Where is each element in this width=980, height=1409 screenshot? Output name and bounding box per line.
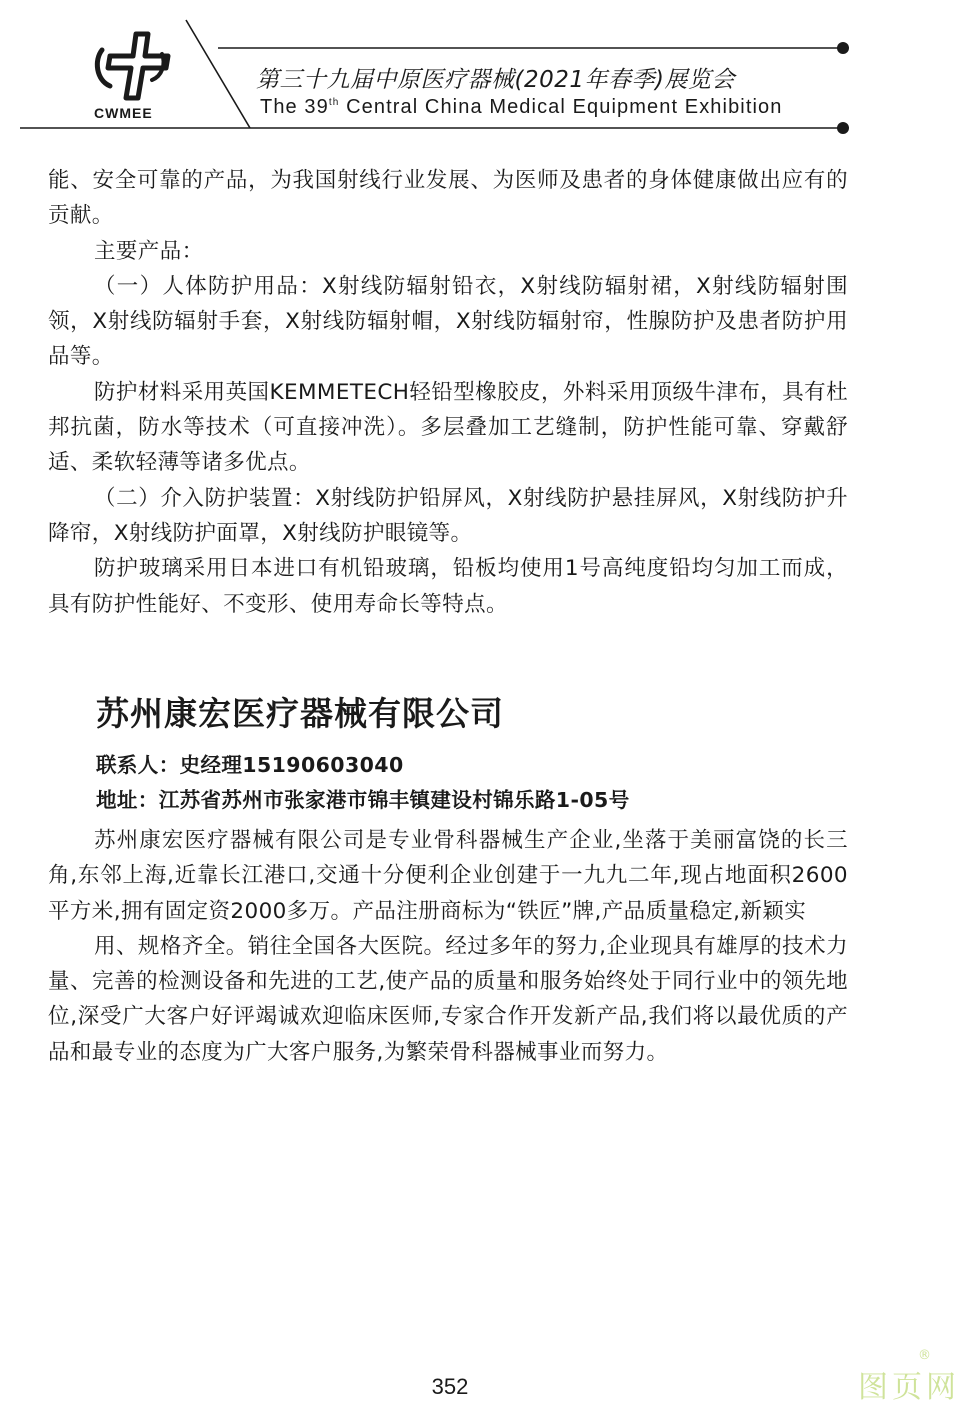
- intro-paragraph-6: 防护玻璃采用日本进口有机铅玻璃，铅板均使用1号高纯度铅均匀加工而成，具有防护性能好、不变形、使用寿命长等特点。: [48, 556, 848, 617]
- company-description: [48, 823, 848, 1070]
- company-address: 地址：江苏省苏州市张家港市锦丰镇建设村锦乐路1-05号: [96, 788, 630, 812]
- title-en-prefix: The 39: [260, 96, 329, 118]
- exhibition-title-en: [260, 96, 782, 119]
- intro-paragraph-1: 能、安全可靠的产品，为我国射线行业发展、为医师及患者的身体健康做出应有的贡献。: [48, 168, 848, 229]
- company-name: 苏州康宏医疗器械有限公司: [96, 694, 504, 733]
- title-en-rest: Central China Medical Equipment Exhibition: [339, 96, 783, 118]
- page-number: 352: [431, 1374, 469, 1399]
- title-en-sup: th: [328, 97, 340, 108]
- watermark-registered-icon: ®: [918, 1348, 931, 1363]
- company-contact: 联系人：史经理15190603040: [96, 753, 404, 777]
- intro-paragraph-5: （二）介入防护装置：X射线防护铅屏风，X射线防护悬挂屏风，X射线防护升降帘，X射线防护面罩，X射线防护眼镜等。: [48, 485, 848, 546]
- intro-paragraph-3: （一）人体防护用品：X射线防辐射铅衣，X射线防辐射裙，X射线防辐射围领，X射线防辐射手套，X射线防辐射帽，X射线防辐射帘，性腺防护及患者防护用品等。: [48, 273, 848, 370]
- company-paragraph-1: 苏州康宏医疗器械有限公司是专业骨科器械生产企业,坐落于美丽富饶的长三角,东邻上海,近靠长江港口,交通十分便利企业创建于一九九二年,现占地面积2600平方米,拥有固定资2000多万。产品注册商标为“铁匠”牌,产品质量稳定,新颖实: [48, 828, 848, 924]
- logo-text: CWMEE: [94, 105, 153, 121]
- intro-paragraph-2: 主要产品：: [94, 238, 204, 264]
- watermark-text: 图页网: [858, 1370, 960, 1405]
- intro-paragraph-4: 防护材料采用英国KEMMETECH轻铅型橡胶皮，外料采用顶级牛津布，具有杜邦抗菌，防水等技术（可直接冲洗）。多层叠加工艺缝制，防护性能可靠、穿戴舒适、柔软轻薄等诸多优点。: [48, 379, 848, 476]
- page-header: [0, 0, 980, 140]
- cwmee-logo-icon: [92, 30, 172, 102]
- watermark-logo: [858, 1348, 968, 1405]
- exhibition-title-cn: 第三十九届中原医疗器械(2021年春季)展览会: [256, 67, 735, 93]
- company-paragraph-2: 用、规格齐全。销往全国各大医院。经过多年的努力,企业现具有雄厚的技术力量、完善的检测设备和先进的工艺,使产品的质量和服务始终处于同行业中的领先地位,深受广大客户好评竭诚欢迎临床医师,专家合作开发新产品,我们将以最优质的产品和最专业的态度为广大客户服务,为繁荣骨科器械事业而努力。: [48, 933, 848, 1065]
- intro-section: [48, 163, 848, 622]
- company-section: [48, 690, 848, 1070]
